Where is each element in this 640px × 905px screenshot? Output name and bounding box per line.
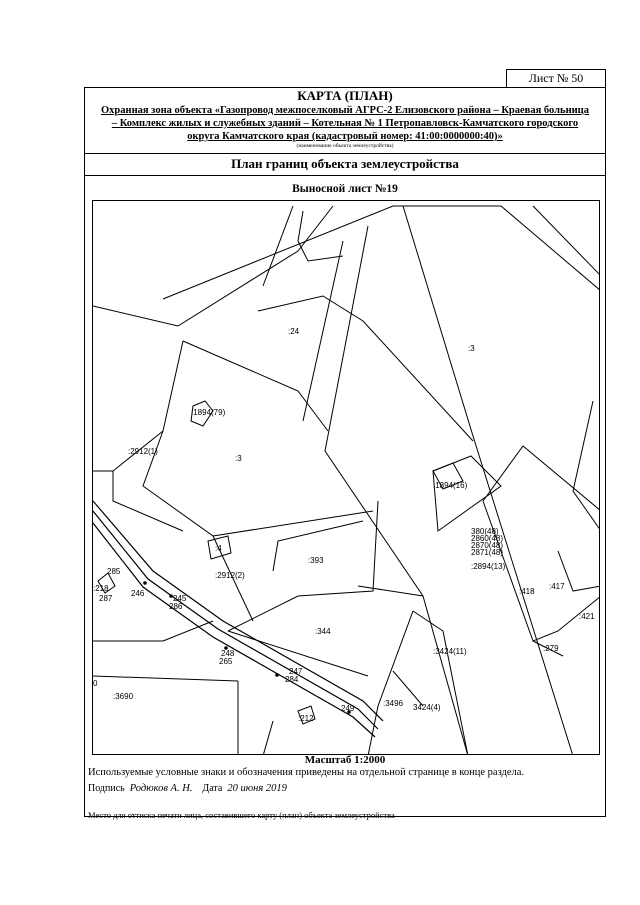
description-caption: (наименование объекта землеустройства) [296,143,394,149]
parcel-label-0: 0 [93,679,98,688]
signature-date: 20 июня 2019 [227,783,287,794]
parcel-label-212: :212 [298,714,314,723]
point-label-286: 286 [169,602,183,611]
point-label-284: 284 [285,675,299,684]
parcel-label-3424-11: :3424(11) [433,647,467,656]
parcel-label-2912-1: :2912(1) [128,447,158,456]
parcel-label-3496: :3496 [383,699,404,708]
point-label-245: 245 [173,594,187,603]
point-label-265: 265 [219,657,233,666]
sign-label: Подпись [88,783,125,794]
map-scale: Масштаб 1:2000 [304,754,386,766]
point-label-249: 249 [341,704,355,713]
point-label-381: 2860(48) [471,534,504,543]
parcel-label-3a: :3 [468,344,475,353]
legend-note: Используемые условные знаки и обозначения приведены на отдельной странице в конце раздела. [88,767,525,778]
point-label-287: 287 [99,594,113,603]
parcel-label-1894-79: :1894(79) [191,408,226,417]
parcel-label-24: :24 [288,327,300,336]
parcel-label-393: :393 [308,556,324,565]
parcel-label-218: :218 [93,584,109,593]
parcel-label-417: :417 [549,582,565,591]
parcel-label-3690: :3690 [113,692,134,701]
parcel-label-344: :344 [315,627,331,636]
point-label-380: 380(48) [471,527,499,536]
cadastral-map [92,200,600,755]
parcel-label-418: :418 [519,587,535,596]
parcel-label-1894-16: :1894(16) [433,481,468,490]
stamp-note: Место для оттиска печати лица, составившего карту (план) объекта землеустройства [88,810,395,820]
signature-line [88,783,603,794]
date-label: Дата [202,783,223,794]
parcel-label-2894-13: :2894(13) [471,562,506,571]
parcel-label-2912-2: :2912(2) [215,571,245,580]
parcel-label-3b: :3 [235,454,242,463]
point-label-247: 247 [289,667,303,676]
point-label-246: 246 [131,589,145,598]
parcel-label-421: :421 [579,612,595,621]
document-title: КАРТА (ПЛАН) [297,88,393,103]
sheet-subtitle: Выносной лист №19 [292,183,398,195]
parcel-label-3424-4: 3424(4) [413,703,441,712]
plan-title: План границ объекта землеустройства [231,156,459,171]
parcel-label-279: :279 [543,644,559,653]
object-description: Охранная зона объекта «Газопровод межпоселковый АГРС-2 Елизовского района – Краевая больница – Комплекс жилых и служебных зданий – Котельная № 1 Петропавловск-Камчатского городского округа Камчатского края (кадастровый номер: 41:00:0000000:40)» [101,105,589,142]
point-label-382: 2870(48) [471,541,504,550]
map-drawing [93,201,600,755]
signer-name: Родюков А. Н. [129,783,193,794]
point-label-285a: 285 [107,567,121,576]
parcel-label-4: :4 [215,544,222,553]
point-label-248: 248 [221,649,235,658]
sheet-number: Лист № 50 [506,69,606,88]
point-label-383: 2871(48) [471,548,504,557]
